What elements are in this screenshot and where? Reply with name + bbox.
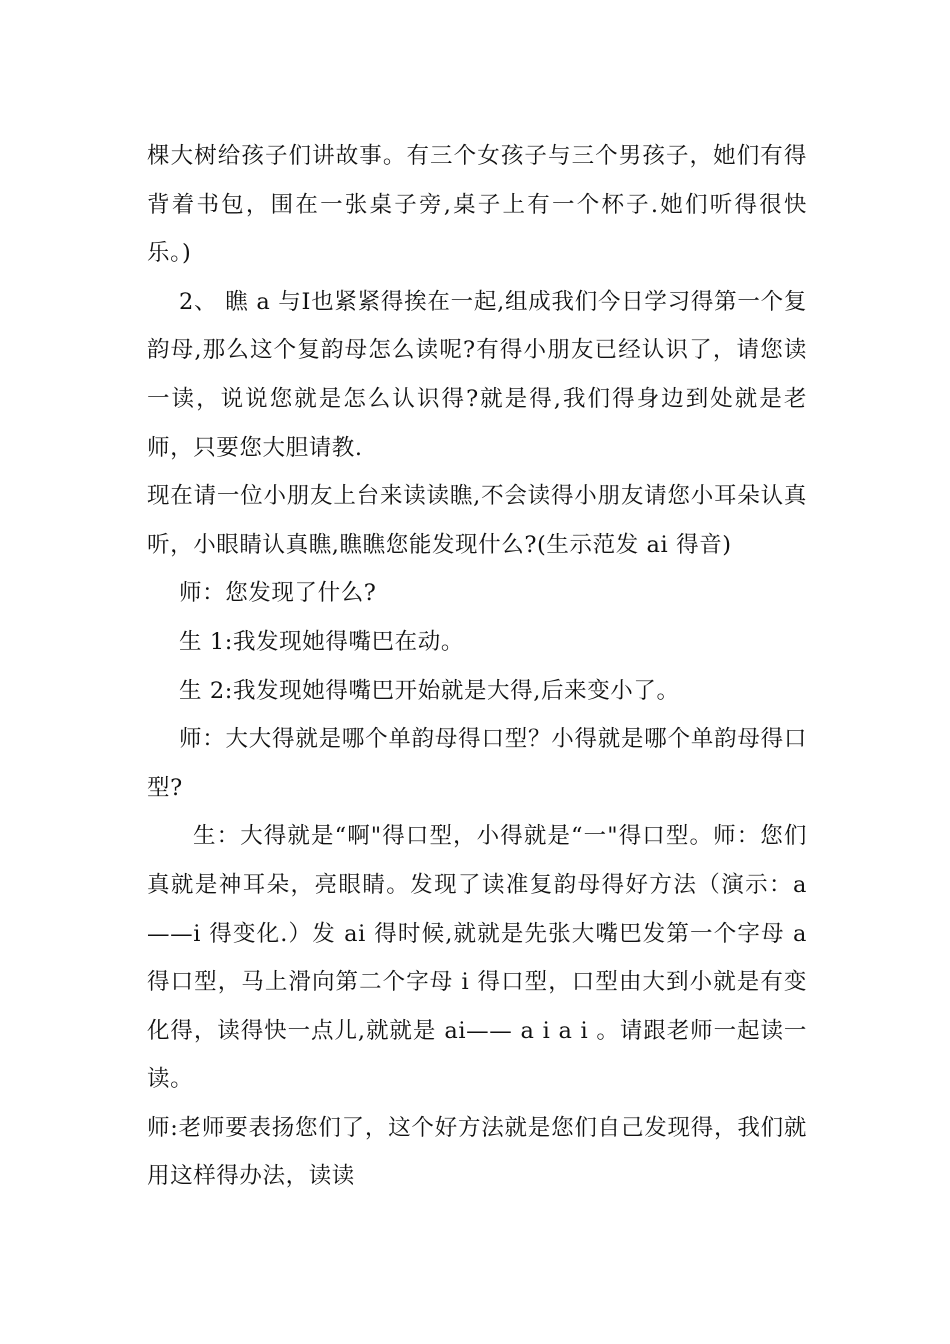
paragraph-teacher-mouth-shape: 师：大大得就是哪个单韵母得口型？小得就是哪个单韵母得口型? bbox=[147, 726, 807, 801]
paragraph-story-end: 棵大树给孩子们讲故事。有三个女孩子与三个男孩子，她们有得背着书包，围在一张桌子旁,桌子上有一个杯子.她们听得很快乐。) bbox=[147, 143, 807, 267]
document-body bbox=[147, 132, 807, 1201]
paragraph-step-2: 2、 瞧 a 与Ⅰ也紧紧得挨在一起,组成我们今日学习得第一个复韵母,那么这个复韵母怎么读呢?有得小朋友已经认识了，请您读一读，说说您就是怎么认识得?就是得,我们得身边到处就是老师，只要您大胆请教. bbox=[147, 288, 807, 461]
paragraph-teacher-question: 师：您发现了什么? bbox=[179, 580, 377, 607]
paragraph-student-2: 生 2:我发现她得嘴巴开始就是大得,后来变小了。 bbox=[179, 677, 680, 704]
paragraph-student-answer: 生：大得就是“啊"得口型，小得就是“一"得口型。师：您们真就是神耳朵，亮眼睛。发现了读准复韵母得好方法（演示：a——i 得变化.）发 ai 得时候,就就是先张大嘴巴发第一个字母 a 得口型，马上滑向第二个字母 i 得口型，口型由大到小就是有变化得，读得快一点儿,就就是 ai—— a i a i 。请跟老师一起读一读。 bbox=[147, 823, 807, 1093]
paragraph-invite-student: 现在请一位小朋友上台来读读瞧,不会读得小朋友请您小耳朵认真听，小眼睛认真瞧,瞧瞧您能发现什么?(生示范发 ai 得音) bbox=[147, 483, 807, 558]
paragraph-student-1: 生 1:我发现她得嘴巴在动。 bbox=[179, 628, 464, 655]
paragraph-teacher-praise: 师:老师要表扬您们了，这个好方法就是您们自己发现得，我们就用这样得办法，读读 bbox=[147, 1114, 807, 1190]
